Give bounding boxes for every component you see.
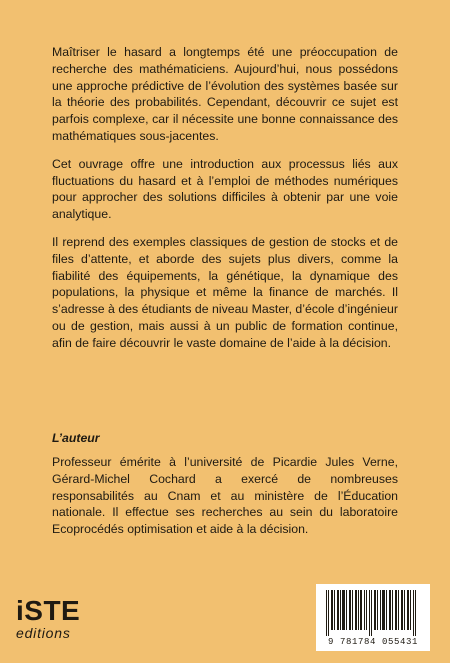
description-paragraph-1: Maîtriser le hasard a longtemps été une préoccupation de recherche des mathématiciens. Aujourd’hui, nous possédons une approche prédictive de l’évolution des systèmes basée sur la théorie des probabilités. Cependant, découvrir ce sujet est parfois complexe, car il nécessite une bonne connaissance des mathématiques sous-jacentes. bbox=[52, 45, 398, 143]
description-paragraph-2: Cet ouvrage offre une introduction aux processus liés aux fluctuations du hasard et à l’emploi de méthodes numériques pour approcher des solutions difficiles à obtenir par une voie analytique. bbox=[52, 156, 398, 222]
barcode bbox=[316, 584, 430, 651]
barcode-number: 9 781784 055431 bbox=[327, 637, 418, 647]
iste-logo bbox=[16, 595, 140, 641]
author-heading: L’auteur bbox=[52, 431, 100, 445]
description-text bbox=[52, 44, 398, 363]
barcode-icon bbox=[324, 590, 422, 636]
author-section bbox=[52, 430, 398, 538]
author-bio: Professeur émérite à l’université de Picardie Jules Verne, Gérard-Michel Cochard a exercé de nombreuses responsabilités au Cnam et au ministère de l’Éducation nationale. Il effectue ses recherches au sein du laboratoire Ecoprocédés optimisation et aide à la décision. bbox=[52, 455, 398, 537]
logo-main-text: iSTE bbox=[16, 595, 81, 626]
logo-sub-text: editions bbox=[16, 625, 71, 641]
description-paragraph-3: Il reprend des exemples classiques de gestion de stocks et de files d’attente, et aborde des sujets plus divers, comme la fiabilité des équipements, la génétique, la dynamique des populations, la physique et même la finance de marchés. Il s’adresse à des étudiants de niveau Master, d’école d’ingénieur ou de gestion, mais aussi à un public de formation continue, afin de faire découvrir le vaste domaine de l’aide à la décision. bbox=[52, 234, 398, 350]
